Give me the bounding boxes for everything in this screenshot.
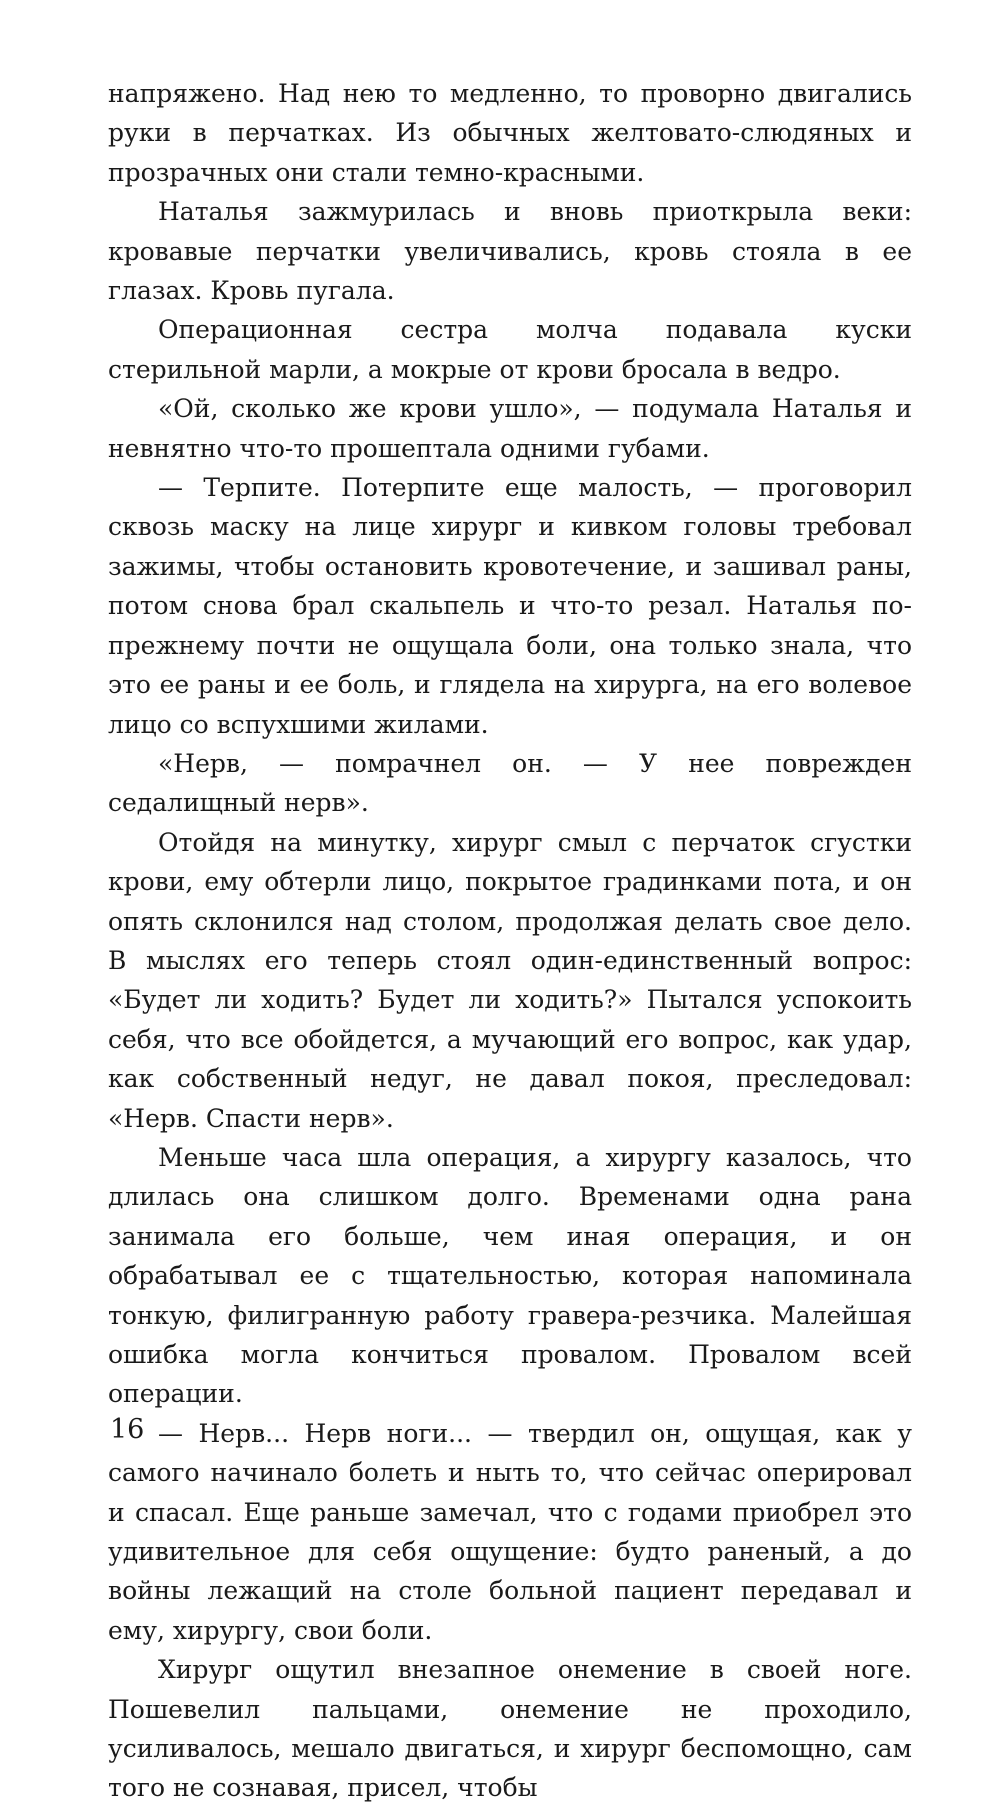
paragraph: — Нерв... Нерв ноги... — твердил он, ощущая, как у самого начинало болеть и ныть то, что сейчас оперировал и спасал. Еще раньше замечал, что с годами приобрел это удивительное для себя ощущение: будто раненый, а до войны лежащий на столе больной пациент передавал и ему, хирургу, свои боли.: [108, 1418, 912, 1645]
paragraph: Наталья зажмурилась и вновь приоткрыла веки: кровавые перчатки увеличивались, кровь стояла в ее глазах. Кровь пугала.: [108, 197, 912, 306]
paragraph: Операционная сестра молча подавала куски стерильной марли, а мокрые от крови бросала в ведро.: [108, 315, 912, 384]
paragraph: Отойдя на минутку, хирург смыл с перчаток сгустки крови, ему обтерли лицо, покрытое градинками пота, и он опять склонился над столом, продолжая делать свое дело. В мыслях его теперь стоял один-единственный вопрос: «Будет ли ходить? Будет ли ходить?» Пытался успокоить себя, что все обойдется, а мучающий его вопрос, как удар, как собственный недуг, не давал покоя, преследовал: «Нерв. Спасти нерв».: [108, 827, 912, 1133]
paragraph: Хирург ощутил внезапное онемение в своей ноге. Пошевелил пальцами, онемение не проходило, усиливалось, мешало двигаться, и хирург беспомощно, сам того не сознавая, присел, чтобы: [108, 1655, 912, 1803]
paragraph: Меньше часа шла операция, а хирургу казалось, что длилась она слишком долго. Временами одна рана занимала его больше, чем иная операция, и он обрабатывал ее с тщательностью, которая напоминала тонкую, филигранную работу гравера-резчика. Малейшая ошибка могла кончиться провалом. Провалом всей операции.: [108, 1142, 912, 1409]
paragraph: — Терпите. Потерпите еще малость, — проговорил сквозь маску на лице хирург и кивком головы требовал зажимы, чтобы остановить кровотечение, и зашивал раны, потом снова брал скальпель и что-то резал. Наталья по-прежнему почти не ощущала боли, она только знала, что это ее раны и ее боль, и глядела на хирурга, на его волевое лицо со вспухшими жилами.: [108, 473, 912, 739]
page-body-text: [108, 74, 912, 1808]
paragraph: напряжено. Над нею то медленно, то проворно двигались руки в перчатках. Из обычных желтовато-слюдяных и прозрачных они стали темно-красными.: [108, 79, 912, 187]
paragraph: «Ой, сколько же крови ушло», — подумала Наталья и невнятно что-то прошептала одними губами.: [108, 394, 912, 463]
page-number: 16: [110, 1414, 145, 1445]
paragraph: «Нерв, — помрачнел он. — У нее поврежден седалищный нерв».: [108, 748, 912, 818]
